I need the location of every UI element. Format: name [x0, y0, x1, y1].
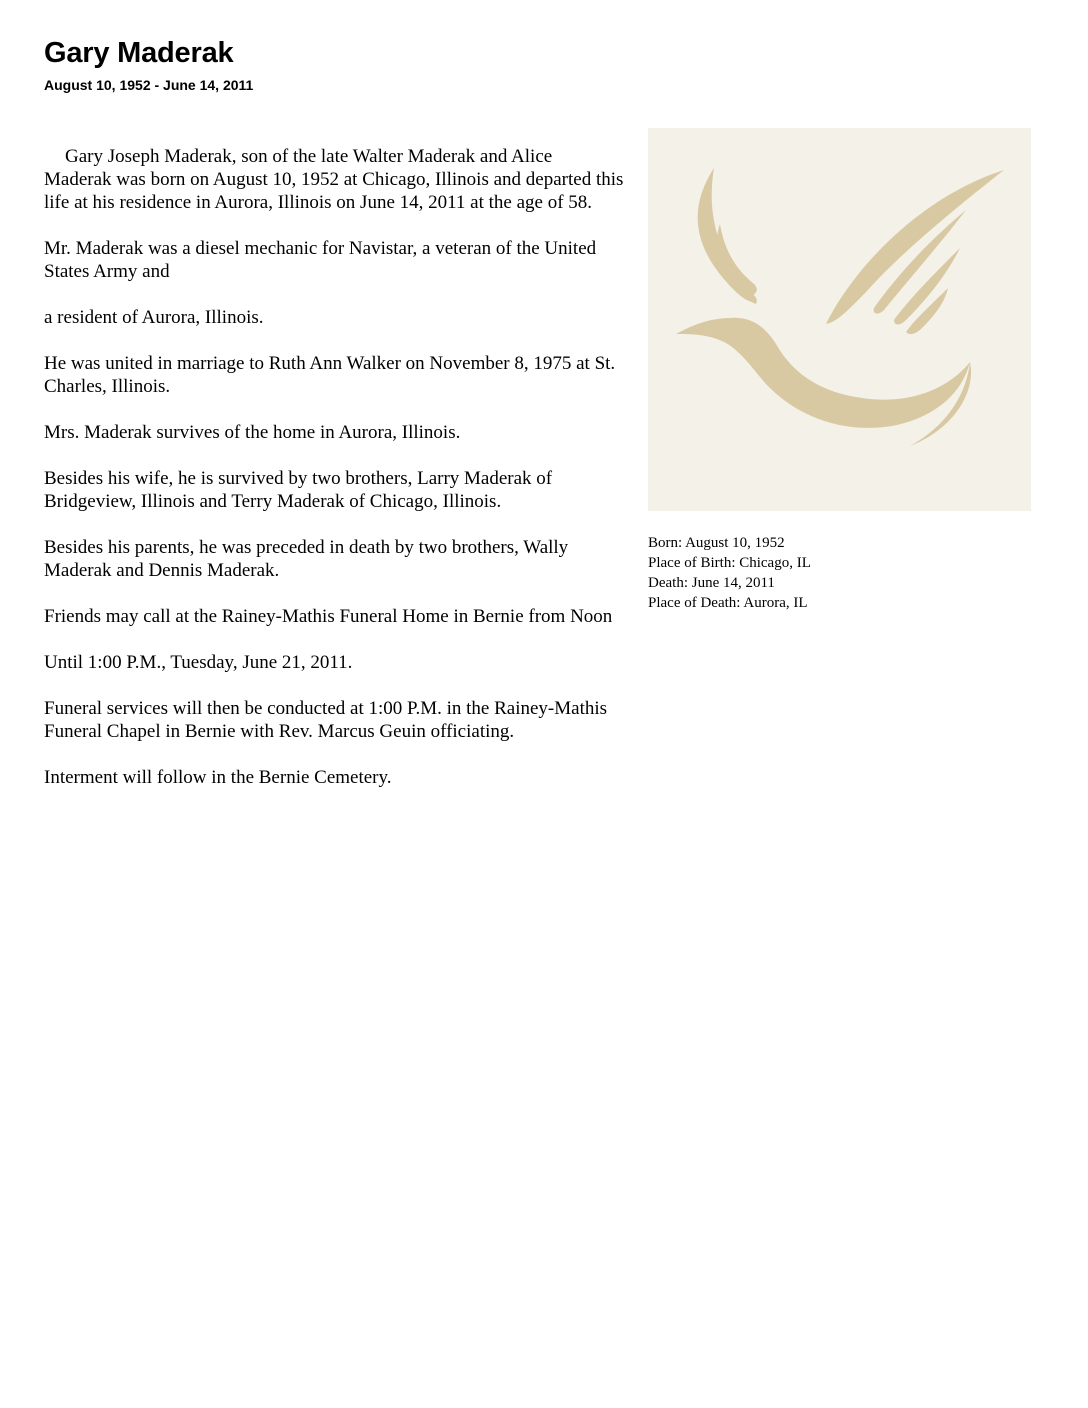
obituary-paragraph-preceded: Besides his parents, he was preceded in death by two brothers, Wally Maderak and Dennis Maderak. — [44, 537, 569, 581]
obituary-body — [44, 145, 624, 812]
obituary-paragraph-birth: Gary Joseph Maderak, son of the late Walter Maderak and Alice Maderak was born on August 10, 1952 at Chicago, Illinois and departed this life at his residence in Aurora, Illinois on June 14, 2011 at the age of 58. — [44, 146, 624, 213]
obituary-paragraph-visitation: Friends may call at the Rainey-Mathis Funeral Home in Bernie from Noon — [44, 606, 613, 627]
obituary-paragraph-residence: a resident of Aurora, Illinois. — [44, 307, 264, 328]
obituary-header — [44, 36, 253, 95]
obituary-paragraph-marriage: He was united in marriage to Ruth Ann Walker on November 8, 1975 at St. Charles, Illinois. — [44, 353, 616, 397]
obituary-paragraph-services: Funeral services will then be conducted at 1:00 P.M. in the Rainey-Mathis Funeral Chapel in Bernie with Rev. Marcus Geuin officiating. — [44, 698, 608, 742]
dove-icon — [648, 128, 1031, 511]
place-of-death-fact: Place of Death: Aurora, IL — [648, 595, 808, 611]
obituary-paragraph-survivors: Besides his wife, he is survived by two brothers, Larry Maderak of Bridgeview, Illinois and Terry Maderak of Chicago, Illinois. — [44, 468, 553, 512]
obituary-paragraph-visitation-time: Until 1:00 P.M., Tuesday, June 21, 2011. — [44, 652, 353, 673]
born-fact: Born: August 10, 1952 — [648, 535, 785, 551]
obituary-paragraph-spouse: Mrs. Maderak survives of the home in Aurora, Illinois. — [44, 422, 461, 443]
life-dates: August 10, 1952 - June 14, 2011 — [44, 77, 254, 93]
obituary-paragraph-career: Mr. Maderak was a diesel mechanic for Navistar, a veteran of the United States Army and — [44, 238, 597, 282]
deceased-name: Gary Maderak — [44, 37, 234, 69]
place-of-birth-fact: Place of Birth: Chicago, IL — [648, 555, 811, 571]
vital-facts — [648, 533, 811, 613]
death-fact: Death: June 14, 2011 — [648, 575, 775, 591]
portrait-placeholder — [648, 128, 1031, 511]
obituary-paragraph-interment: Interment will follow in the Bernie Cemetery. — [44, 767, 392, 788]
